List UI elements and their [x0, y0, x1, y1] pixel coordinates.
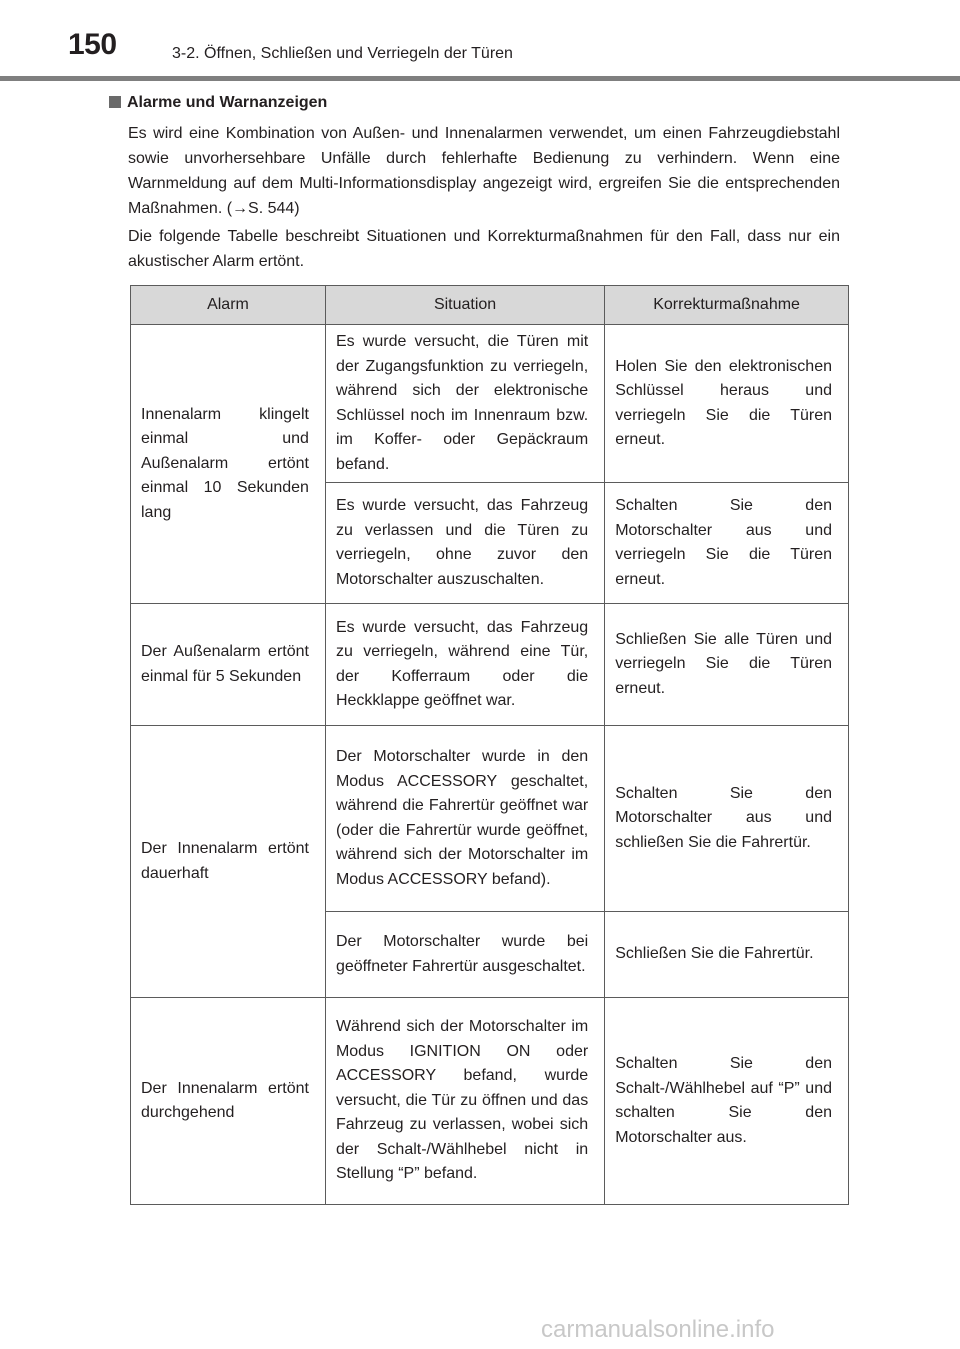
action-cell: Schalten Sie den Motorschalter aus und verriegeln Sie die Türen erneut. — [605, 483, 849, 604]
alarm-cell: Innenalarm klingelt einmal und Außenalarm ertönt einmal 10 Sekunden lang — [131, 325, 326, 604]
intro-paragraph: Es wird eine Kombination von Außen- und Innenalarmen verwendet, um einen Fahrzeugdiebstahl sowie unvorhersehbare Unfälle durch fehlerhafte Bedienung zu verhindern. Wenn eine Warnmeldung auf dem Multi-Informationsdisplay angezeigt wird, ergreifen Sie die entsprechenden Maßnahmen. (→S. 544) — [128, 125, 840, 217]
section-title: Alarme und Warnanzeigen — [127, 94, 328, 111]
action-cell: Holen Sie den elektronischen Schlüssel heraus und verriegeln Sie die Türen erneut. — [605, 325, 849, 483]
action-cell: Schalten Sie den Motorschalter aus und schließen Sie die Fahrertür. — [605, 726, 849, 912]
table-row — [131, 325, 849, 483]
alarm-table — [130, 285, 849, 1205]
column-header-situation: Situation — [325, 286, 604, 325]
action-cell: Schließen Sie alle Türen und verriegeln Sie die Türen erneut. — [605, 604, 849, 726]
situation-cell: Es wurde versucht, das Fahrzeug zu verriegeln, während eine Tür, der Kofferraum oder die Heckklappe geöffnet war. — [325, 604, 604, 726]
situation-cell: Der Motorschalter wurde bei geöffneter Fahrertür ausgeschaltet. — [325, 912, 604, 998]
table-header-row — [131, 286, 849, 325]
table-row — [131, 726, 849, 912]
column-header-alarm: Alarm — [131, 286, 326, 325]
watermark: carmanualsonline.info — [541, 1316, 775, 1343]
column-header-action: Korrekturmaßnahme — [605, 286, 849, 325]
alarm-cell: Der Innenalarm ertönt dauerhaft — [131, 726, 326, 998]
section-heading — [109, 94, 327, 112]
table-intro-paragraph: Die folgende Tabelle beschreibt Situationen und Korrekturmaßnahmen für den Fall, dass nur ein akustischer Alarm ertönt. — [128, 228, 840, 270]
situation-cell: Es wurde versucht, das Fahrzeug zu verlassen und die Türen zu verriegeln, ohne zuvor den Motorschalter auszuschalten. — [325, 483, 604, 604]
page-header — [0, 0, 960, 80]
page-number: 150 — [68, 28, 117, 61]
square-bullet-icon — [109, 96, 121, 108]
situation-cell: Der Motorschalter wurde in den Modus ACCESSORY geschaltet, während die Fahrertür geöffnet war (oder die Fahrertür wurde geöffnet, während sich der Motorschalter im Modus ACCESSORY befand). — [325, 726, 604, 912]
chapter-title: 3-2. Öffnen, Schließen und Verriegeln der Türen — [172, 45, 513, 62]
alarm-cell: Der Innenalarm ertönt durchgehend — [131, 998, 326, 1205]
table-row — [131, 998, 849, 1205]
alarm-cell: Der Außenalarm ertönt einmal für 5 Sekunden — [131, 604, 326, 726]
action-cell: Schalten Sie den Schalt-/Wählhebel auf “P” und schalten Sie den Motorschalter aus. — [605, 998, 849, 1205]
action-cell: Schließen Sie die Fahrertür. — [605, 912, 849, 998]
situation-cell: Während sich der Motorschalter im Modus IGNITION ON oder ACCESSORY befand, wurde versucht, die Tür zu öffnen und das Fahrzeug zu verlassen, wobei sich der Schalt-/Wählhebel nicht in Stellung “P” befand. — [325, 998, 604, 1205]
situation-cell: Es wurde versucht, die Türen mit der Zugangsfunktion zu verriegeln, während sich der elektronische Schlüssel noch im Innenraum bzw. im Koffer- oder Gepäckraum befand. — [325, 325, 604, 483]
table-row — [131, 604, 849, 726]
header-rule — [0, 76, 960, 81]
